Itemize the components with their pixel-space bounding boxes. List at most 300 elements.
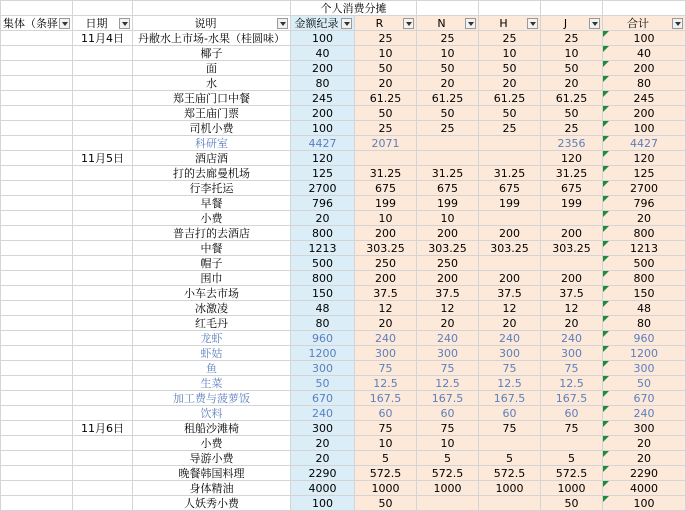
cell-description[interactable]: 围巾 (133, 271, 291, 286)
cell-h[interactable]: 61.25 (479, 91, 541, 106)
cell-collective[interactable] (1, 316, 73, 331)
cell-h[interactable]: 240 (479, 331, 541, 346)
cell-total[interactable]: 1213 (603, 241, 686, 256)
cell-collective[interactable] (1, 286, 73, 301)
cell-total[interactable]: 240 (603, 406, 686, 421)
cell-j[interactable]: 199 (541, 196, 603, 211)
cell-j[interactable]: 75 (541, 361, 603, 376)
cell-collective[interactable] (1, 421, 73, 436)
cell-amount[interactable]: 500 (291, 256, 355, 271)
cell-total[interactable]: 200 (603, 61, 686, 76)
cell-j[interactable]: 75 (541, 421, 603, 436)
cell-description[interactable]: 鱼 (133, 361, 291, 376)
cell-total[interactable]: 4000 (603, 481, 686, 496)
cell-n[interactable] (417, 496, 479, 511)
cell-total[interactable]: 20 (603, 451, 686, 466)
cell-n[interactable]: 250 (417, 256, 479, 271)
cell-collective[interactable] (1, 136, 73, 151)
cell-collective[interactable] (1, 91, 73, 106)
cell-j[interactable]: 61.25 (541, 91, 603, 106)
cell-h[interactable] (479, 256, 541, 271)
cell-total[interactable]: 2290 (603, 466, 686, 481)
cell-j[interactable]: 2356 (541, 136, 603, 151)
cell-n[interactable]: 61.25 (417, 91, 479, 106)
cell-n[interactable]: 240 (417, 331, 479, 346)
cell-total[interactable]: 120 (603, 151, 686, 166)
cell-j[interactable]: 50 (541, 496, 603, 511)
cell-collective[interactable] (1, 46, 73, 61)
cell-r[interactable]: 20 (355, 316, 417, 331)
cell-collective[interactable] (1, 196, 73, 211)
cell-r[interactable]: 20 (355, 76, 417, 91)
cell-description[interactable]: 科研室 (133, 136, 291, 151)
cell-r[interactable]: 2071 (355, 136, 417, 151)
cell-h[interactable] (479, 436, 541, 451)
header-r[interactable]: R (355, 16, 417, 31)
cell-n[interactable]: 300 (417, 346, 479, 361)
cell-h[interactable]: 200 (479, 271, 541, 286)
cell-total[interactable]: 500 (603, 256, 686, 271)
cell-total[interactable]: 100 (603, 31, 686, 46)
filter-dropdown-icon[interactable] (119, 18, 130, 29)
cell-description[interactable]: 龙虾 (133, 331, 291, 346)
cell-collective[interactable] (1, 406, 73, 421)
cell-r[interactable]: 250 (355, 256, 417, 271)
cell-h[interactable]: 12.5 (479, 376, 541, 391)
cell-date[interactable] (73, 286, 133, 301)
cell-j[interactable]: 572.5 (541, 466, 603, 481)
cell-date[interactable] (73, 436, 133, 451)
cell-j[interactable]: 50 (541, 106, 603, 121)
cell-collective[interactable] (1, 181, 73, 196)
cell-n[interactable]: 200 (417, 226, 479, 241)
cell-h[interactable]: 25 (479, 121, 541, 136)
cell-amount[interactable]: 240 (291, 406, 355, 421)
cell-r[interactable]: 167.5 (355, 391, 417, 406)
cell-n[interactable]: 20 (417, 76, 479, 91)
cell-total[interactable]: 20 (603, 436, 686, 451)
cell-n[interactable]: 5 (417, 451, 479, 466)
cell-amount[interactable]: 1213 (291, 241, 355, 256)
cell-description[interactable]: 晚餐韩国料理 (133, 466, 291, 481)
cell-collective[interactable] (1, 301, 73, 316)
cell-n[interactable]: 12.5 (417, 376, 479, 391)
cell-amount[interactable]: 80 (291, 76, 355, 91)
cell-amount[interactable]: 670 (291, 391, 355, 406)
cell-collective[interactable] (1, 361, 73, 376)
cell-n[interactable]: 10 (417, 436, 479, 451)
filter-dropdown-icon[interactable] (277, 18, 288, 29)
cell-j[interactable]: 167.5 (541, 391, 603, 406)
cell-j[interactable]: 675 (541, 181, 603, 196)
cell-r[interactable]: 10 (355, 46, 417, 61)
cell-total[interactable]: 670 (603, 391, 686, 406)
cell-collective[interactable] (1, 496, 73, 511)
cell-description[interactable]: 椰子 (133, 46, 291, 61)
cell-total[interactable]: 300 (603, 361, 686, 376)
cell-collective[interactable] (1, 241, 73, 256)
cell-date[interactable] (73, 376, 133, 391)
cell-j[interactable]: 5 (541, 451, 603, 466)
cell-r[interactable]: 50 (355, 496, 417, 511)
cell-collective[interactable] (1, 166, 73, 181)
cell-r[interactable]: 31.25 (355, 166, 417, 181)
cell-j[interactable]: 60 (541, 406, 603, 421)
cell-date[interactable]: 11月5日 (73, 151, 133, 166)
cell-j[interactable]: 20 (541, 316, 603, 331)
cell-date[interactable] (73, 331, 133, 346)
cell-j[interactable]: 300 (541, 346, 603, 361)
cell-n[interactable]: 25 (417, 31, 479, 46)
cell-collective[interactable] (1, 466, 73, 481)
cell-total[interactable]: 800 (603, 271, 686, 286)
cell-n[interactable]: 75 (417, 421, 479, 436)
cell-description[interactable]: 司机小费 (133, 121, 291, 136)
filter-dropdown-icon[interactable] (341, 18, 352, 29)
cell-amount[interactable]: 1200 (291, 346, 355, 361)
cell-total[interactable]: 48 (603, 301, 686, 316)
cell-description[interactable]: 普吉打的去酒店 (133, 226, 291, 241)
cell-n[interactable]: 303.25 (417, 241, 479, 256)
cell-r[interactable]: 12.5 (355, 376, 417, 391)
cell-date[interactable] (73, 451, 133, 466)
cell-description[interactable]: 帽子 (133, 256, 291, 271)
cell-total[interactable]: 80 (603, 316, 686, 331)
cell-collective[interactable] (1, 76, 73, 91)
cell-amount[interactable]: 100 (291, 121, 355, 136)
filter-dropdown-icon[interactable] (589, 18, 600, 29)
cell-date[interactable] (73, 181, 133, 196)
cell-h[interactable] (479, 151, 541, 166)
cell-h[interactable]: 75 (479, 361, 541, 376)
cell-j[interactable]: 120 (541, 151, 603, 166)
cell-collective[interactable] (1, 271, 73, 286)
cell-r[interactable]: 25 (355, 121, 417, 136)
cell-amount[interactable]: 800 (291, 271, 355, 286)
cell-description[interactable]: 虾姑 (133, 346, 291, 361)
cell-amount[interactable]: 125 (291, 166, 355, 181)
cell-total[interactable]: 50 (603, 376, 686, 391)
cell-h[interactable]: 50 (479, 61, 541, 76)
cell-j[interactable]: 200 (541, 226, 603, 241)
cell-j[interactable]: 200 (541, 271, 603, 286)
cell-collective[interactable] (1, 331, 73, 346)
cell-h[interactable]: 31.25 (479, 166, 541, 181)
cell-r[interactable]: 199 (355, 196, 417, 211)
cell-j[interactable]: 12.5 (541, 376, 603, 391)
cell-h[interactable]: 199 (479, 196, 541, 211)
cell-n[interactable]: 12 (417, 301, 479, 316)
cell-n[interactable]: 10 (417, 211, 479, 226)
cell-n[interactable]: 50 (417, 61, 479, 76)
cell-n[interactable]: 200 (417, 271, 479, 286)
cell-total[interactable]: 800 (603, 226, 686, 241)
cell-amount[interactable]: 80 (291, 316, 355, 331)
cell-description[interactable]: 小费 (133, 211, 291, 226)
cell-collective[interactable] (1, 226, 73, 241)
cell-j[interactable]: 303.25 (541, 241, 603, 256)
cell-amount[interactable]: 2290 (291, 466, 355, 481)
cell-j[interactable]: 37.5 (541, 286, 603, 301)
cell-description[interactable]: 面 (133, 61, 291, 76)
cell-total[interactable]: 125 (603, 166, 686, 181)
cell-n[interactable]: 37.5 (417, 286, 479, 301)
cell-total[interactable]: 80 (603, 76, 686, 91)
cell-date[interactable] (73, 121, 133, 136)
cell-date[interactable] (73, 241, 133, 256)
cell-amount[interactable]: 48 (291, 301, 355, 316)
cell-date[interactable] (73, 91, 133, 106)
cell-total[interactable]: 245 (603, 91, 686, 106)
cell-h[interactable]: 10 (479, 46, 541, 61)
cell-amount[interactable]: 200 (291, 106, 355, 121)
header-n[interactable]: N (417, 16, 479, 31)
header-collective[interactable]: 集体（条驿 (1, 16, 73, 31)
cell-h[interactable] (479, 136, 541, 151)
cell-h[interactable]: 12 (479, 301, 541, 316)
cell-n[interactable]: 675 (417, 181, 479, 196)
cell-total[interactable]: 300 (603, 421, 686, 436)
cell-amount[interactable]: 150 (291, 286, 355, 301)
cell-amount[interactable]: 100 (291, 31, 355, 46)
cell-date[interactable] (73, 196, 133, 211)
cell-n[interactable]: 199 (417, 196, 479, 211)
cell-date[interactable] (73, 301, 133, 316)
cell-h[interactable]: 303.25 (479, 241, 541, 256)
cell-n[interactable]: 10 (417, 46, 479, 61)
cell-h[interactable]: 1000 (479, 481, 541, 496)
cell-n[interactable] (417, 136, 479, 151)
cell-r[interactable]: 675 (355, 181, 417, 196)
cell-description[interactable]: 酒店酒 (133, 151, 291, 166)
cell-amount[interactable]: 20 (291, 451, 355, 466)
cell-j[interactable]: 1000 (541, 481, 603, 496)
cell-amount[interactable]: 100 (291, 496, 355, 511)
cell-r[interactable]: 25 (355, 31, 417, 46)
cell-description[interactable]: 郑王庙门口中餐 (133, 91, 291, 106)
cell-description[interactable]: 冰激凌 (133, 301, 291, 316)
cell-collective[interactable] (1, 256, 73, 271)
cell-amount[interactable]: 20 (291, 211, 355, 226)
cell-amount[interactable]: 120 (291, 151, 355, 166)
cell-date[interactable] (73, 256, 133, 271)
cell-total[interactable]: 4427 (603, 136, 686, 151)
cell-total[interactable]: 100 (603, 121, 686, 136)
cell-n[interactable]: 572.5 (417, 466, 479, 481)
cell-r[interactable]: 10 (355, 436, 417, 451)
cell-total[interactable]: 100 (603, 496, 686, 511)
cell-j[interactable]: 240 (541, 331, 603, 346)
cell-description[interactable]: 饮料 (133, 406, 291, 421)
filter-dropdown-icon[interactable] (465, 18, 476, 29)
cell-r[interactable] (355, 151, 417, 166)
cell-total[interactable]: 960 (603, 331, 686, 346)
cell-amount[interactable]: 300 (291, 421, 355, 436)
cell-j[interactable] (541, 211, 603, 226)
cell-date[interactable] (73, 166, 133, 181)
cell-h[interactable]: 20 (479, 76, 541, 91)
cell-r[interactable]: 303.25 (355, 241, 417, 256)
cell-j[interactable]: 31.25 (541, 166, 603, 181)
cell-amount[interactable]: 40 (291, 46, 355, 61)
cell-h[interactable]: 50 (479, 106, 541, 121)
cell-date[interactable]: 11月4日 (73, 31, 133, 46)
cell-collective[interactable] (1, 376, 73, 391)
cell-description[interactable]: 小费 (133, 436, 291, 451)
cell-date[interactable] (73, 226, 133, 241)
cell-h[interactable]: 25 (479, 31, 541, 46)
cell-date[interactable] (73, 46, 133, 61)
cell-date[interactable] (73, 316, 133, 331)
cell-date[interactable] (73, 481, 133, 496)
cell-r[interactable]: 200 (355, 226, 417, 241)
filter-dropdown-icon[interactable] (672, 18, 683, 29)
cell-description[interactable]: 郑王庙门票 (133, 106, 291, 121)
cell-n[interactable]: 167.5 (417, 391, 479, 406)
cell-collective[interactable] (1, 31, 73, 46)
cell-date[interactable] (73, 76, 133, 91)
cell-date[interactable]: 11月6日 (73, 421, 133, 436)
cell-amount[interactable]: 796 (291, 196, 355, 211)
header-amount[interactable]: 金额纪录 (291, 16, 355, 31)
cell-n[interactable] (417, 151, 479, 166)
cell-j[interactable] (541, 436, 603, 451)
cell-j[interactable] (541, 256, 603, 271)
cell-j[interactable]: 12 (541, 301, 603, 316)
cell-amount[interactable]: 245 (291, 91, 355, 106)
cell-amount[interactable]: 2700 (291, 181, 355, 196)
cell-description[interactable]: 小车去市场 (133, 286, 291, 301)
cell-h[interactable]: 572.5 (479, 466, 541, 481)
cell-r[interactable]: 12 (355, 301, 417, 316)
cell-n[interactable]: 60 (417, 406, 479, 421)
cell-description[interactable]: 身体精油 (133, 481, 291, 496)
header-j[interactable]: J (541, 16, 603, 31)
cell-h[interactable] (479, 496, 541, 511)
cell-r[interactable]: 240 (355, 331, 417, 346)
cell-description[interactable]: 行李托运 (133, 181, 291, 196)
cell-r[interactable]: 75 (355, 361, 417, 376)
cell-date[interactable] (73, 391, 133, 406)
cell-date[interactable] (73, 211, 133, 226)
cell-collective[interactable] (1, 346, 73, 361)
cell-description[interactable]: 丹敝水上市场-水果（桂圆味） (133, 31, 291, 46)
cell-h[interactable]: 200 (479, 226, 541, 241)
cell-n[interactable]: 20 (417, 316, 479, 331)
cell-collective[interactable] (1, 436, 73, 451)
cell-description[interactable]: 早餐 (133, 196, 291, 211)
cell-collective[interactable] (1, 151, 73, 166)
cell-r[interactable]: 75 (355, 421, 417, 436)
cell-total[interactable]: 796 (603, 196, 686, 211)
cell-h[interactable]: 37.5 (479, 286, 541, 301)
cell-r[interactable]: 37.5 (355, 286, 417, 301)
cell-j[interactable]: 25 (541, 121, 603, 136)
cell-n[interactable]: 75 (417, 361, 479, 376)
cell-description[interactable]: 生菜 (133, 376, 291, 391)
cell-h[interactable]: 20 (479, 316, 541, 331)
cell-date[interactable] (73, 271, 133, 286)
cell-collective[interactable] (1, 211, 73, 226)
header-desc[interactable]: 说明 (133, 16, 291, 31)
cell-amount[interactable]: 960 (291, 331, 355, 346)
cell-description[interactable]: 租船沙滩椅 (133, 421, 291, 436)
cell-total[interactable]: 20 (603, 211, 686, 226)
cell-total[interactable]: 1200 (603, 346, 686, 361)
cell-j[interactable]: 20 (541, 76, 603, 91)
cell-r[interactable]: 5 (355, 451, 417, 466)
cell-r[interactable]: 61.25 (355, 91, 417, 106)
cell-amount[interactable]: 800 (291, 226, 355, 241)
cell-n[interactable]: 31.25 (417, 166, 479, 181)
filter-dropdown-icon[interactable] (59, 18, 70, 29)
filter-dropdown-icon[interactable] (527, 18, 538, 29)
cell-j[interactable]: 50 (541, 61, 603, 76)
cell-total[interactable]: 200 (603, 106, 686, 121)
cell-collective[interactable] (1, 451, 73, 466)
cell-h[interactable]: 75 (479, 421, 541, 436)
cell-description[interactable]: 水 (133, 76, 291, 91)
header-h[interactable]: H (479, 16, 541, 31)
cell-collective[interactable] (1, 121, 73, 136)
cell-n[interactable]: 25 (417, 121, 479, 136)
cell-r[interactable]: 50 (355, 106, 417, 121)
cell-description[interactable]: 打的去廊曼机场 (133, 166, 291, 181)
cell-h[interactable]: 675 (479, 181, 541, 196)
cell-r[interactable]: 200 (355, 271, 417, 286)
cell-j[interactable]: 25 (541, 31, 603, 46)
cell-date[interactable] (73, 136, 133, 151)
cell-collective[interactable] (1, 106, 73, 121)
cell-amount[interactable]: 4000 (291, 481, 355, 496)
cell-collective[interactable] (1, 481, 73, 496)
cell-amount[interactable]: 4427 (291, 136, 355, 151)
cell-r[interactable]: 50 (355, 61, 417, 76)
cell-date[interactable] (73, 406, 133, 421)
cell-amount[interactable]: 20 (291, 436, 355, 451)
cell-r[interactable]: 10 (355, 211, 417, 226)
cell-h[interactable]: 167.5 (479, 391, 541, 406)
cell-collective[interactable] (1, 391, 73, 406)
cell-h[interactable]: 5 (479, 451, 541, 466)
cell-description[interactable]: 导游小费 (133, 451, 291, 466)
cell-date[interactable] (73, 361, 133, 376)
cell-r[interactable]: 300 (355, 346, 417, 361)
cell-total[interactable]: 2700 (603, 181, 686, 196)
cell-total[interactable]: 40 (603, 46, 686, 61)
cell-r[interactable]: 1000 (355, 481, 417, 496)
cell-n[interactable]: 50 (417, 106, 479, 121)
cell-description[interactable]: 人妖秀小费 (133, 496, 291, 511)
cell-n[interactable]: 1000 (417, 481, 479, 496)
filter-dropdown-icon[interactable] (403, 18, 414, 29)
cell-date[interactable] (73, 496, 133, 511)
cell-h[interactable]: 300 (479, 346, 541, 361)
cell-amount[interactable]: 200 (291, 61, 355, 76)
header-date[interactable]: 日期 (73, 16, 133, 31)
header-total[interactable]: 合计 (603, 16, 686, 31)
cell-date[interactable] (73, 466, 133, 481)
cell-description[interactable]: 红毛丹 (133, 316, 291, 331)
cell-total[interactable]: 150 (603, 286, 686, 301)
cell-date[interactable] (73, 346, 133, 361)
cell-amount[interactable]: 50 (291, 376, 355, 391)
cell-collective[interactable] (1, 61, 73, 76)
cell-date[interactable] (73, 61, 133, 76)
cell-r[interactable]: 60 (355, 406, 417, 421)
cell-description[interactable]: 加工费与菠萝饭 (133, 391, 291, 406)
cell-r[interactable]: 572.5 (355, 466, 417, 481)
